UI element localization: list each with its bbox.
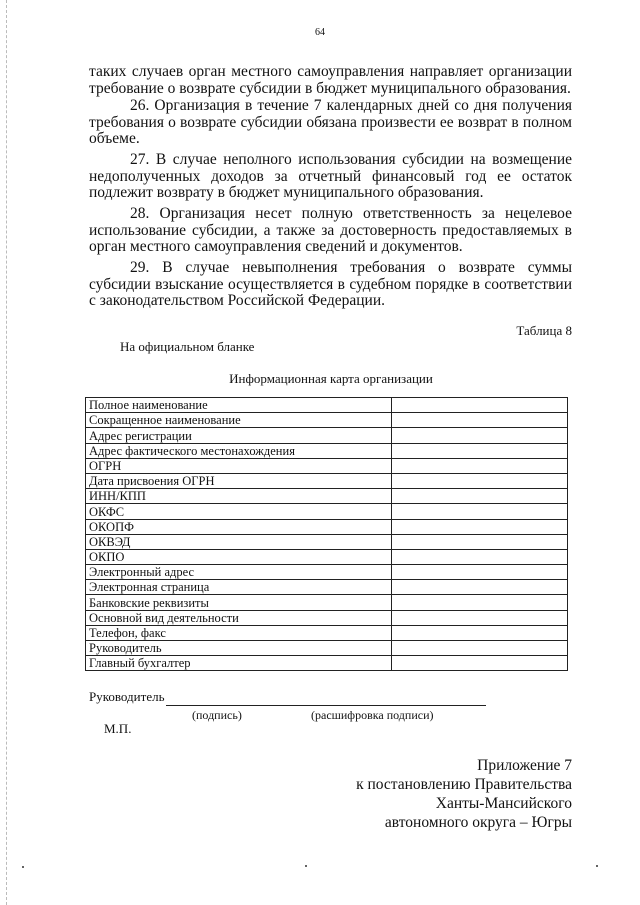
- info-card-table: [85, 397, 568, 671]
- row-value: [392, 565, 568, 580]
- table-row: [86, 489, 568, 504]
- row-label: ОКПО: [86, 549, 392, 564]
- scan-dot: [22, 866, 24, 868]
- page-edge: [6, 0, 8, 905]
- table-row: [86, 473, 568, 488]
- row-label: ИНН/КПП: [86, 489, 392, 504]
- table-row: [86, 625, 568, 640]
- table-row: [86, 549, 568, 564]
- row-value: [392, 443, 568, 458]
- appendix-line-3: Ханты-Мансийского: [435, 795, 572, 812]
- row-label: Адрес регистрации: [86, 428, 392, 443]
- stamp-label: М.П.: [104, 721, 132, 736]
- paragraph-29: 29. В случае невыполнения требования о возврате суммы субсидии взыскание осуществляется в судебном порядке в соответствии с законодательством Российской Федерации.: [89, 259, 572, 309]
- table-row: [86, 641, 568, 656]
- table-row: [86, 458, 568, 473]
- signature-line: [166, 705, 486, 706]
- scan-dot: [305, 865, 307, 867]
- row-value: [392, 458, 568, 473]
- row-label: Полное наименование: [86, 398, 392, 413]
- row-value: [392, 610, 568, 625]
- appendix-block: [356, 756, 572, 832]
- row-label: Главный бухгалтер: [86, 656, 392, 671]
- appendix-line-1: Приложение 7: [477, 757, 572, 774]
- table-row: [86, 413, 568, 428]
- row-value: [392, 428, 568, 443]
- row-value: [392, 398, 568, 413]
- table-row: [86, 565, 568, 580]
- scan-dot: [596, 865, 598, 867]
- row-label: Сокращенное наименование: [86, 413, 392, 428]
- table-caption: Таблица 8: [516, 323, 572, 338]
- row-label: Электронный адрес: [86, 565, 392, 580]
- signature-hint: (подпись): [192, 708, 242, 722]
- paragraph-continuation: таких случаев орган местного самоуправления направляет организации требование о возврате субсидии в бюджет муниципального образования.: [89, 63, 572, 97]
- decoding-hint: (расшифровка подписи): [311, 708, 434, 722]
- row-value: [392, 534, 568, 549]
- row-label: ОКОПФ: [86, 519, 392, 534]
- row-label: Банковские реквизиты: [86, 595, 392, 610]
- signature-label: Руководитель: [89, 689, 165, 704]
- row-value: [392, 549, 568, 564]
- row-value: [392, 519, 568, 534]
- table-row: [86, 398, 568, 413]
- row-value: [392, 595, 568, 610]
- blank-note: На официальном бланке: [120, 339, 255, 354]
- row-value: [392, 413, 568, 428]
- table-row: [86, 534, 568, 549]
- row-value: [392, 580, 568, 595]
- row-value: [392, 489, 568, 504]
- row-label: Телефон, факс: [86, 625, 392, 640]
- row-value: [392, 473, 568, 488]
- paragraph-26: 26. Организация в течение 7 календарных дней со дня получения требования о возврате субсидии обязана произвести ее возврат в полном объеме.: [89, 97, 572, 147]
- table-row: [86, 443, 568, 458]
- paragraph-27: 27. В случае неполного использования субсидии на возмещение недополученных доходов за отчетный финансовый год ее остаток подлежит возврату в бюджет муниципального образования.: [89, 151, 572, 201]
- row-label: Дата присвоения ОГРН: [86, 473, 392, 488]
- appendix-line-4: автономного округа – Югры: [384, 814, 572, 831]
- row-value: [392, 625, 568, 640]
- table-row: [86, 519, 568, 534]
- table-row: [86, 595, 568, 610]
- row-label: Основной вид деятельности: [86, 610, 392, 625]
- page-number: 64: [315, 27, 325, 38]
- row-label: Адрес фактического местонахождения: [86, 443, 392, 458]
- table-row: [86, 504, 568, 519]
- row-value: [392, 641, 568, 656]
- row-label: ОКФС: [86, 504, 392, 519]
- row-value: [392, 656, 568, 671]
- table-row: [86, 428, 568, 443]
- table-row: [86, 610, 568, 625]
- row-label: ОГРН: [86, 458, 392, 473]
- table-row: [86, 656, 568, 671]
- row-label: Электронная страница: [86, 580, 392, 595]
- row-label: ОКВЭД: [86, 534, 392, 549]
- card-title: Информационная карта организации: [229, 371, 433, 386]
- paragraph-28: 28. Организация несет полную ответственность за нецелевое использование субсидии, а также за достоверность предоставляемых в орган местного самоуправления сведений и документов.: [89, 205, 572, 255]
- table-row: [86, 580, 568, 595]
- row-label: Руководитель: [86, 641, 392, 656]
- appendix-line-2: к постановлению Правительства: [356, 776, 572, 793]
- row-value: [392, 504, 568, 519]
